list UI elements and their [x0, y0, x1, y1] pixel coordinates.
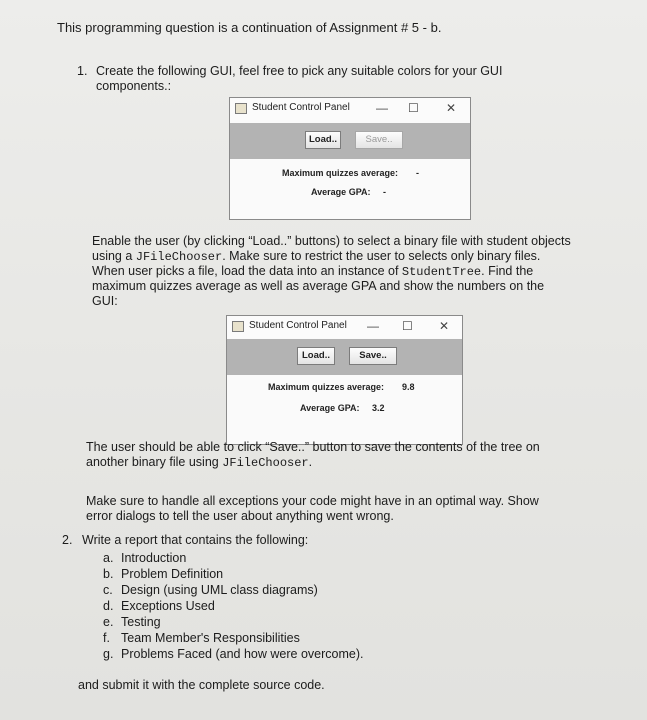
para3-line-1: Make sure to handle all exceptions your code might have in an optimal way. Show: [86, 494, 539, 508]
save-button[interactable]: Save..: [355, 131, 403, 149]
list-item-letter: f.: [103, 631, 110, 645]
load-button[interactable]: Load..: [305, 131, 341, 149]
window-titlebar: [227, 316, 462, 338]
button-bar: [227, 339, 462, 375]
gpa-label: Average GPA:: [300, 403, 360, 413]
code-jfilechooser: JFileChooser: [135, 250, 223, 264]
maximize-icon[interactable]: ☐: [402, 319, 413, 333]
para2-line-1: The user should be able to click “Save..” button to save the contents of the tree on: [86, 440, 540, 454]
gui-window-empty: [229, 97, 471, 220]
q2-text: Write a report that contains the following:: [82, 533, 309, 547]
list-item: Design (using UML class diagrams): [121, 583, 318, 597]
gpa-value: -: [383, 187, 386, 197]
maximize-icon[interactable]: ☐: [408, 101, 419, 115]
button-bar: [230, 123, 470, 159]
para1-line-4: maximum quizzes average as well as average GPA and show the numbers on the: [92, 279, 545, 293]
para3-line-2: error dialogs to tell the user about anything went wrong.: [86, 509, 394, 523]
minimize-icon[interactable]: —: [367, 319, 379, 333]
java-app-icon: [235, 103, 247, 114]
para2-line-2: another binary file using JFileChooser.: [86, 455, 313, 470]
list-item-letter: b.: [103, 567, 114, 581]
list-item: Problem Definition: [121, 567, 224, 581]
save-button[interactable]: Save..: [349, 347, 397, 365]
closing-text: and submit it with the complete source code.: [78, 678, 325, 692]
minimize-icon[interactable]: —: [376, 101, 388, 115]
load-button[interactable]: Load..: [297, 347, 335, 365]
list-item-letter: e.: [103, 615, 114, 629]
list-item: Introduction: [121, 551, 187, 565]
list-item-letter: c.: [103, 583, 113, 597]
q1-line-2: components.:: [96, 79, 172, 93]
para1-line-3: When user picks a file, load the data into an instance of StudentTree. Find the: [92, 264, 534, 279]
gpa-label: Average GPA:: [311, 187, 371, 197]
max-quiz-value: -: [416, 168, 419, 178]
java-app-icon: [232, 321, 244, 332]
window-titlebar: [230, 98, 470, 120]
max-quiz-label: Maximum quizzes average:: [282, 168, 399, 178]
list-item-letter: a.: [103, 551, 114, 565]
window-title: Student Control Panel: [252, 102, 350, 113]
gpa-value: 3.2: [372, 403, 385, 413]
close-icon[interactable]: ✕: [439, 319, 450, 333]
max-quiz-value: 9.8: [402, 382, 415, 392]
intro-text: This programming question is a continuation of Assignment # 5 - b.: [57, 20, 442, 35]
para1-line-1: Enable the user (by clicking “Load..” buttons) to select a binary file with student objects: [92, 234, 571, 248]
window-title: Student Control Panel: [249, 320, 347, 331]
para1-line-5: GUI:: [92, 294, 118, 308]
q2-number: 2.: [62, 533, 73, 547]
q1-number: 1.: [77, 64, 88, 78]
q1-line-1: Create the following GUI, feel free to pick any suitable colors for your GUI: [96, 64, 503, 78]
list-item-letter: g.: [103, 647, 114, 661]
code-jfilechooser: JFileChooser: [222, 456, 309, 470]
code-studenttree: StudentTree: [401, 265, 482, 279]
list-item: Problems Faced (and how were overcome).: [121, 647, 364, 661]
para1-line-2: using a JFileChooser. Make sure to restrict the user to selects only binary files.: [92, 249, 541, 264]
list-item: Exceptions Used: [121, 599, 215, 613]
list-item: Testing: [121, 615, 161, 629]
list-item-letter: d.: [103, 599, 114, 613]
close-icon[interactable]: ✕: [446, 101, 457, 115]
gui-window-loaded: [226, 315, 463, 445]
max-quiz-label: Maximum quizzes average:: [268, 382, 385, 392]
list-item: Team Member's Responsibilities: [121, 631, 300, 645]
